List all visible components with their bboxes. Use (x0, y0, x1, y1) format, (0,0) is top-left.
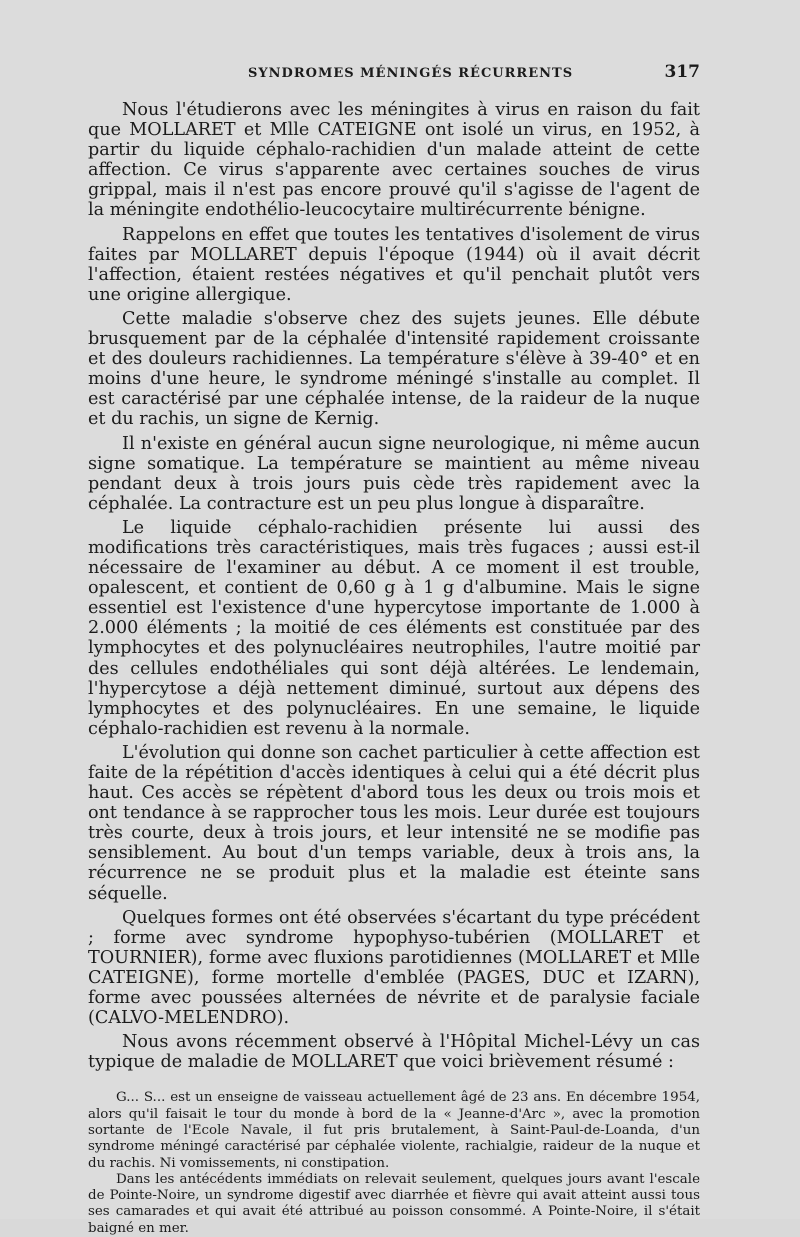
case-paragraph: G... S... est un enseigne de vaisseau actuellement âgé de 23 ans. En décembre 1954, alors qu'il faisait le tour du monde à bord de la « Jeanne-d'Arc », avec la promotion sortante de l'Ecole Navale, il fut pris brutalement, à Saint-Paul-de-Loanda, d'un syndrome méningé caractérisé par céphalée violente, rachialgie, raideur de la nuque et du rachis. Ni vomissements, ni constipation. (88, 1090, 700, 1171)
page-header (248, 62, 700, 82)
page-number: 317 (664, 62, 700, 82)
paragraph: Nous l'étudierons avec les méningites à virus en raison du fait que MOLLARET et Mlle CATEIGNE ont isolé un virus, en 1952, à partir du liquide céphalo-rachidien d'un malade atteint de cette affection. Ce virus s'apparente avec certaines souches de virus grippal, mais il n'est pas encore prouvé qu'il s'agisse de l'agent de la méningite endothélio-leucocytaire multirécurrente bénigne. (88, 100, 700, 221)
case-report (88, 1090, 700, 1237)
paragraph: Nous avons récemment observé à l'Hôpital Michel-Lévy un cas typique de maladie de MOLLARET que voici brièvement résumé : (88, 1032, 700, 1073)
paragraph: Cette maladie s'observe chez des sujets jeunes. Elle débute brusquement par de la céphalée d'intensité rapidement croissante et des douleurs rachidiennes. La température s'élève à 39-40° et en moins d'une heure, le syndrome méningé s'installe au complet. Il est caractérisé par une céphalée intense, de la raideur de la nuque et du rachis, un signe de Kernig. (88, 308, 700, 430)
case-paragraph: Dans les antécédents immédiats on relevait seulement, quelques jours avant l'escale de Pointe-Noire, un syndrome digestif avec diarrhée et fièvre qui avait atteint aussi tous ses camarades et qui avait été attribué au poisson consommé. A Pointe-Noire, il s'était baigné en mer. (88, 1171, 700, 1236)
main-text (88, 100, 700, 1072)
paragraph: Il n'existe en général aucun signe neurologique, ni même aucun signe somatique. La température se maintient au même niveau pendant deux à trois jours puis cède très rapidement avec la céphalée. La contracture est un peu plus longue à disparaître. (88, 433, 700, 514)
paragraph: Le liquide céphalo-rachidien présente lui aussi des modifications très caractéristiques, mais très fugaces ; aussi est-il nécessaire de l'examiner au début. A ce moment il est trouble, opalescent, et contient de 0,60 g à 1 g d'albumine. Mais le signe essentiel est l'existence d'une hypercytose importante de 1.000 à 2.000 éléments ; la moitié de ces éléments est constituée par des lymphocytes et des polynucléaires neutrophiles, l'autre moitié par des cellules endothéliales qui sont déjà altérées. Le lendemain, l'hypercytose a déjà nettement diminué, surtout aux dépens des lymphocytes et des polynucléaires. En une semaine, le liquide céphalo-rachidien est revenu à la normale. (88, 517, 700, 739)
running-title: SYNDROMES MÉNINGÉS RÉCURRENTS (248, 66, 574, 81)
paragraph: Rappelons en effet que toutes les tentatives d'isolement de virus faites par MOLLARET depuis l'époque (1944) où il avait décrit l'affection, étaient restées négatives et qu'il penchait plutôt vers une origine allergique. (88, 224, 700, 305)
paragraph: L'évolution qui donne son cachet particulier à cette affection est faite de la répétition d'accès identiques à celui qui a été décrit plus haut. Ces accès se répètent d'abord tous les deux ou trois mois et ont tendance à se rapprocher tous les mois. Leur durée est toujours très courte, deux à trois jours, et leur intensité ne se modifie pas sensiblement. Au bout d'un temps variable, deux à trois ans, la récurrence ne se produit plus et la maladie est éteinte sans séquelle. (88, 742, 700, 904)
paragraph: Quelques formes ont été observées s'écartant du type précédent ; forme avec syndrome hypophyso-tubérien (MOLLARET et TOURNIER), forme avec fluxions parotidiennes (MOLLARET et Mlle CATEIGNE), forme mortelle d'emblée (PAGES, DUC et IZARN), forme avec poussées alternées de névrite et de paralysie faciale (CALVO-MELENDRO). (88, 907, 700, 1029)
